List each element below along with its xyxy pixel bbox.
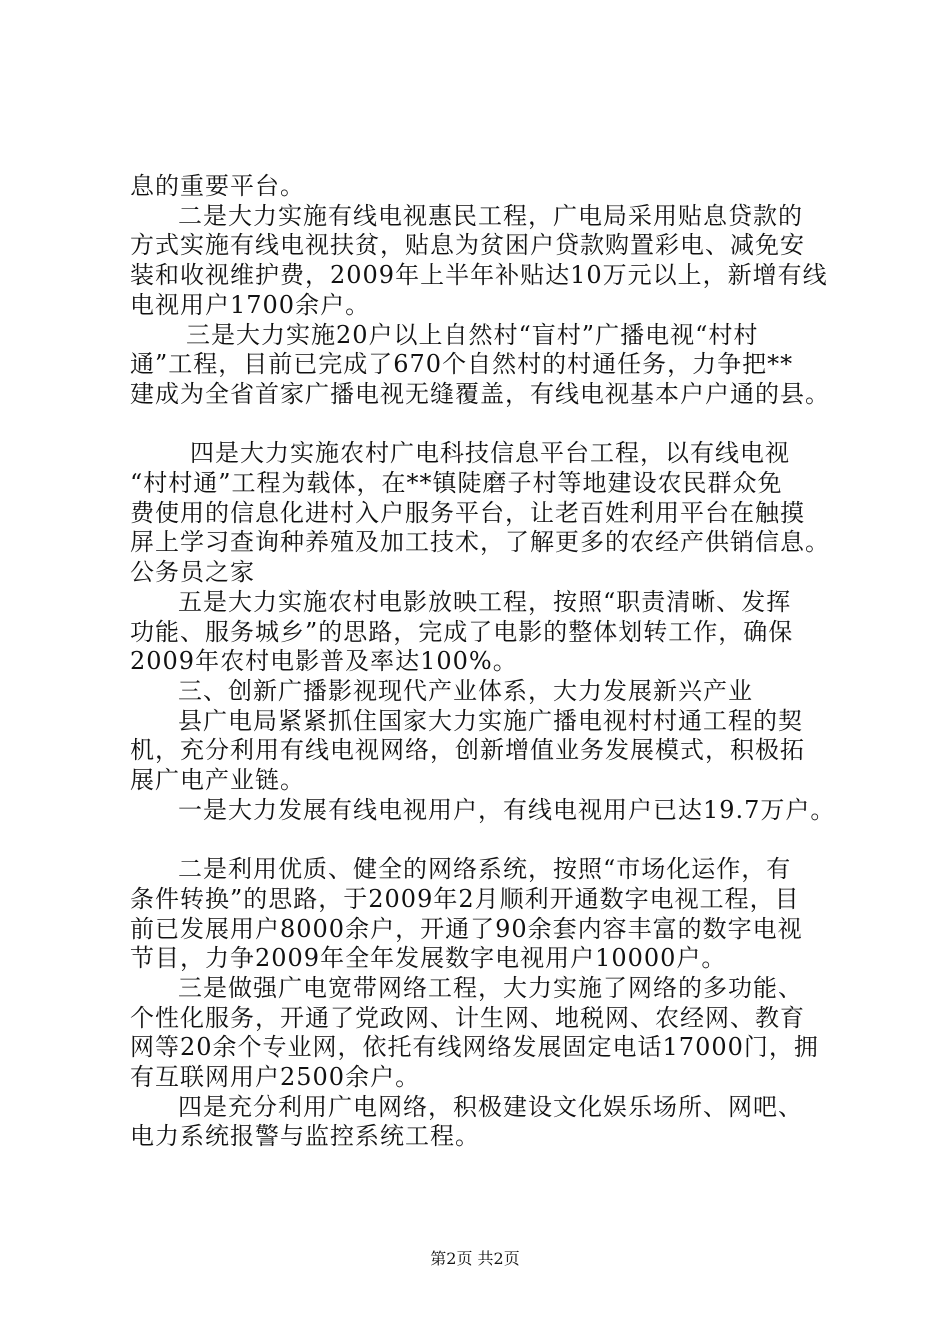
- text-line: 五是大力实施农村电影放映工程，按照“职责清晰、发挥: [178, 587, 792, 616]
- text-line: 条件转换”的思路，于2009年2月顺利开通数字电视工程，目: [130, 884, 800, 913]
- text-line: 机，充分利用有线电视网络，创新增值业务发展模式，积极拓: [130, 736, 805, 765]
- text-line: 二是大力实施有线电视惠民工程，广电局采用贴息贷款的: [178, 201, 803, 230]
- text-line: 电力系统报警与监控系统工程。: [130, 1122, 480, 1151]
- text-line: 三是大力实施20户以上自然村“盲村”广播电视“村村: [186, 320, 759, 349]
- document-body: [130, 172, 842, 1152]
- text-line: 三是做强广电宽带网络工程，大力实施了网络的多功能、: [178, 973, 803, 1002]
- text-line: 县广电局紧紧抓住国家大力实施广播电视村村通工程的契: [178, 706, 803, 735]
- text-line: 通”工程，目前已完成了670个自然村的村通任务，力争把**: [130, 350, 794, 379]
- text-line: 四是大力实施农村广电科技信息平台工程，以有线电视: [190, 439, 790, 468]
- text-line: 功能、服务城乡”的思路，完成了电影的整体划转工作，确保: [130, 617, 794, 646]
- text-line: 前已发展用户8000余户，开通了90余套内容丰富的数字电视: [130, 914, 803, 943]
- text-line: 公务员之家: [130, 558, 255, 587]
- paragraph-gap: [130, 410, 842, 440]
- paragraph-gap: [130, 825, 842, 855]
- text-line: 屏上学习查询种养殖及加工技术，了解更多的农经产供销信息。: [130, 528, 830, 557]
- section-heading: 三、创新广播影视现代产业体系，大力发展新兴产业: [178, 676, 753, 705]
- text-line: 有互联网用户2500余户。: [130, 1063, 421, 1092]
- text-line: 节目，力争2009年全年发展数字电视用户10000户。: [130, 944, 727, 973]
- text-line: 网等20余个专业网，依托有线网络发展固定电话17000门，拥: [130, 1033, 819, 1062]
- text-line: 方式实施有线电视扶贫，贴息为贫困户贷款购置彩电、减免安: [130, 231, 805, 260]
- text-line: 二是利用优质、健全的网络系统，按照“市场化运作，有: [178, 855, 792, 884]
- text-line: “村村通”工程为载体，在**镇陡磨子村等地建设农民群众免: [130, 469, 783, 498]
- text-line: 四是充分利用广电网络，积极建设文化娱乐场所、网吧、: [178, 1092, 803, 1121]
- text-line: 装和收视维护费，2009年上半年补贴达10万元以上，新增有线: [130, 261, 828, 290]
- text-line: 费使用的信息化进村入户服务平台，让老百姓利用平台在触摸: [130, 498, 805, 527]
- text-line: 2009年农村电影普及率达100%。: [130, 647, 518, 676]
- text-line: 息的重要平台。: [130, 172, 305, 200]
- text-line: 个性化服务，开通了党政网、计生网、地税网、农经网、教育: [130, 1003, 805, 1032]
- text-line: 电视用户1700余户。: [130, 290, 371, 319]
- text-line: 一是大力发展有线电视用户，有线电视用户已达19.7万户。: [178, 795, 836, 824]
- page-footer: 第2页 共2页: [430, 1249, 520, 1268]
- text-line: 展广电产业链。: [130, 766, 305, 795]
- text-line: 建成为全省首家广播电视无缝覆盖，有线电视基本户户通的县。: [130, 379, 830, 408]
